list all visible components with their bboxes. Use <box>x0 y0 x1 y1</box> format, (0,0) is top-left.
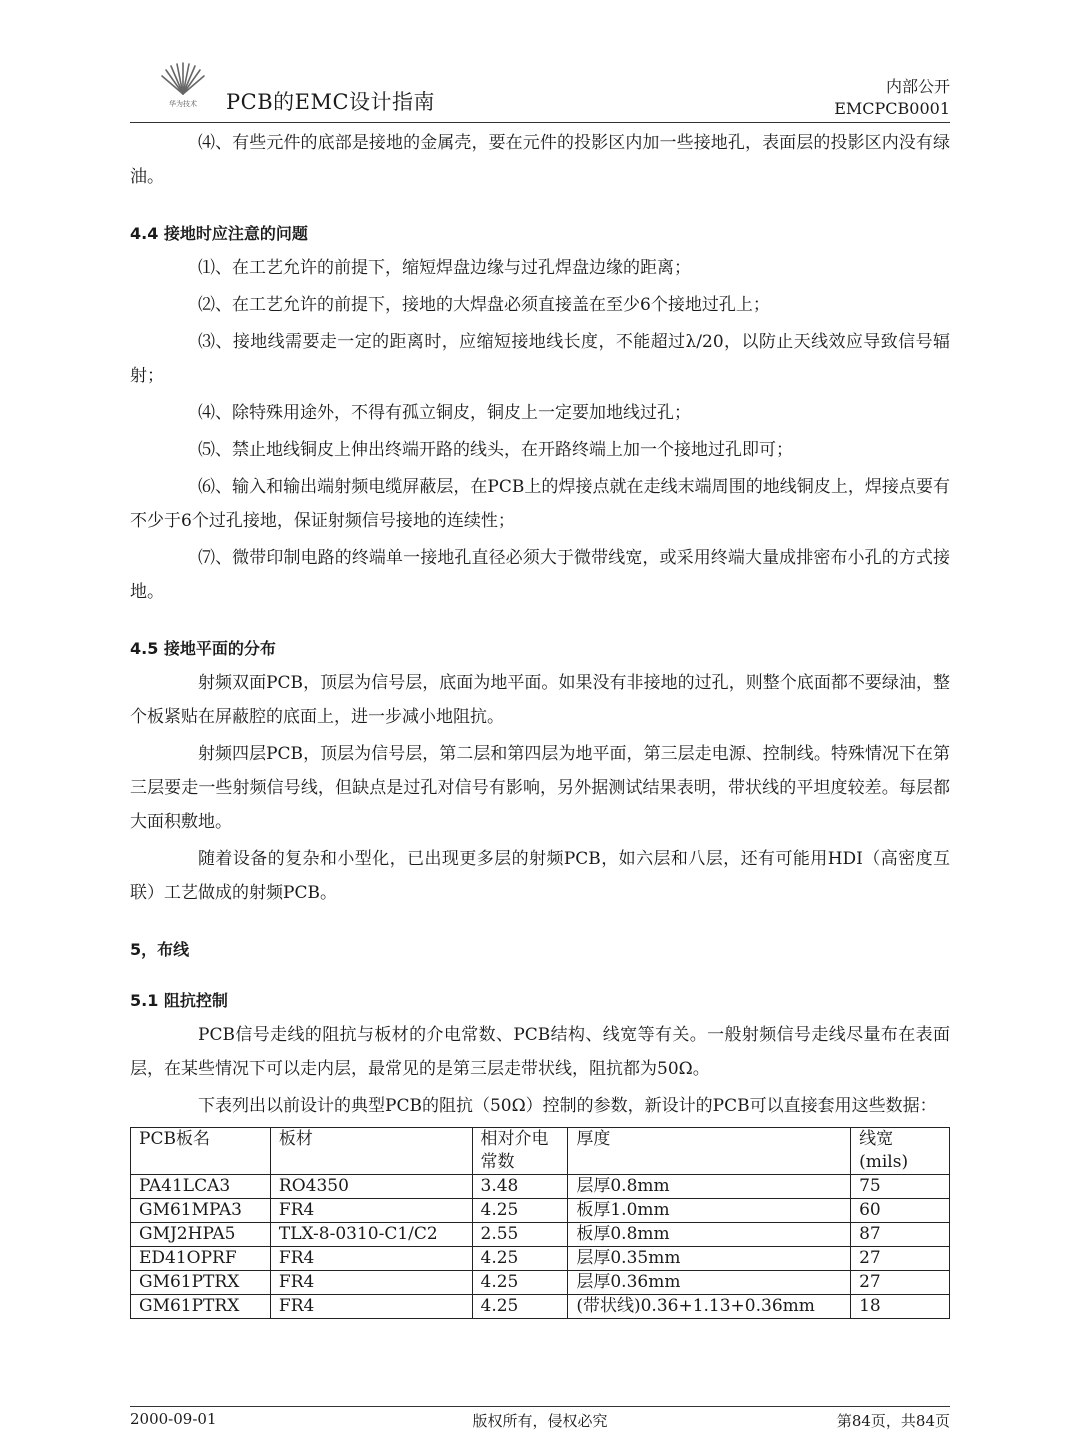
header-divider <box>130 122 950 123</box>
table-cell: TLX-8-0310-C1/C2 <box>270 1223 472 1247</box>
section-heading-4-5: 4.5 接地平面的分布 <box>130 639 276 658</box>
list-item: ⑷、有些元件的底部是接地的金属壳，要在元件的投影区内加一些接地孔，表面层的投影区内没有绿油。 <box>130 133 950 187</box>
table-cell: 60 <box>851 1199 950 1223</box>
list-item: ⑹、输入和输出端射频电缆屏蔽层，在PCB上的焊接点就在走线末端周围的地线铜皮上，焊接点要有不少于6个过孔接地，保证射频信号接地的连续性； <box>130 477 950 531</box>
table-cell: 3.48 <box>472 1175 568 1199</box>
section-heading-4-4: 4.4 接地时应注意的问题 <box>130 224 308 243</box>
table-cell: GM61PTRX <box>131 1271 271 1295</box>
table-cell: 板厚1.0mm <box>568 1199 851 1223</box>
table-row <box>131 1271 950 1295</box>
column-header: 板材 <box>270 1128 472 1175</box>
list-item: ⑷、除特殊用途外，不得有孤立铜皮，铜皮上一定要加地线过孔； <box>198 403 691 423</box>
table-cell: FR4 <box>270 1271 472 1295</box>
company-logo <box>154 62 212 108</box>
table-cell: 层厚0.35mm <box>568 1247 851 1271</box>
table-cell: RO4350 <box>270 1175 472 1199</box>
paragraph: 射频四层PCB，顶层为信号层，第二层和第四层为地平面，第三层走电源、控制线。特殊情况下在第三层要走一些射频信号线，但缺点是过孔对信号有影响，另外据测试结果表明，带状线的平坦度较差。每层都大面积敷地。 <box>130 744 950 832</box>
column-header: PCB板名 <box>131 1128 271 1175</box>
table-cell: 27 <box>851 1271 950 1295</box>
page-content <box>130 126 950 1319</box>
document-number: EMCPCB0001 <box>834 99 950 118</box>
table-cell: FR4 <box>270 1199 472 1223</box>
footer-date: 2000-09-01 <box>130 1410 217 1428</box>
section-heading-5: 5，布线 <box>130 940 190 959</box>
page-header <box>130 62 950 122</box>
classification-label: 内部公开 <box>885 77 950 96</box>
table-row <box>131 1199 950 1223</box>
table-cell: GMJ2HPA5 <box>131 1223 271 1247</box>
table-cell: GM61MPA3 <box>131 1199 271 1223</box>
table-cell: (带状线)0.36+1.13+0.36mm <box>568 1295 851 1319</box>
paragraph: 射频双面PCB，顶层为信号层，底面为地平面。如果没有非接地的过孔，则整个底面都不要绿油，整个板紧贴在屏蔽腔的底面上，进一步减小地阻抗。 <box>130 673 950 727</box>
column-header: 厚度 <box>568 1128 851 1175</box>
table-cell: GM61PTRX <box>131 1295 271 1319</box>
table-cell: 4.25 <box>472 1271 568 1295</box>
header-meta <box>834 76 950 120</box>
column-header: 线宽(mils) <box>851 1128 950 1175</box>
list-item: ⑺、微带印制电路的终端单一接地孔直径必须大于微带线宽，或采用终端大量成排密布小孔的方式接地。 <box>130 548 950 602</box>
column-header: 相对介电常数 <box>472 1128 568 1175</box>
table-cell: ED41OPRF <box>131 1247 271 1271</box>
table-cell: 板厚0.8mm <box>568 1223 851 1247</box>
table-cell: 4.25 <box>472 1295 568 1319</box>
document-title: PCB的EMC设计指南 <box>226 90 436 114</box>
footer-copyright: 版权所有，侵权必究 <box>472 1412 608 1430</box>
list-item: ⑵、在工艺允许的前提下，接地的大焊盘必须直接盖在至少6个接地过孔上； <box>198 295 770 315</box>
footer-divider <box>130 1406 950 1407</box>
page-footer <box>130 1410 950 1434</box>
table-row <box>131 1247 950 1271</box>
table-cell: FR4 <box>270 1295 472 1319</box>
table-cell: 87 <box>851 1223 950 1247</box>
table-cell: 4.25 <box>472 1247 568 1271</box>
list-item: ⑸、禁止地线铜皮上伸出终端开路的线头，在开路终端上加一个接地过孔即可； <box>198 440 793 460</box>
list-item: ⑶、接地线需要走一定的距离时，应缩短接地线长度，不能超过λ/20，以防止天线效应导致信号辐射； <box>130 332 950 386</box>
impedance-parameter-table <box>130 1127 950 1319</box>
paragraph: PCB信号走线的阻抗与板材的介电常数、PCB结构、线宽等有关。一般射频信号走线尽量布在表面层，在某些情况下可以走内层，最常见的是第三层走带状线，阻抗都为50Ω。 <box>130 1025 950 1079</box>
table-cell: PA41LCA3 <box>131 1175 271 1199</box>
svg-text:华为技术: 华为技术 <box>169 100 197 108</box>
table-cell: 18 <box>851 1295 950 1319</box>
table-cell: 27 <box>851 1247 950 1271</box>
table-row <box>131 1223 950 1247</box>
table-row <box>131 1175 950 1199</box>
footer-page-number: 第84页，共84页 <box>836 1412 950 1430</box>
table-cell: 层厚0.8mm <box>568 1175 851 1199</box>
table-cell: 层厚0.36mm <box>568 1271 851 1295</box>
huawei-logo-icon <box>154 62 212 108</box>
table-cell: FR4 <box>270 1247 472 1271</box>
paragraph: 随着设备的复杂和小型化，已出现更多层的射频PCB，如六层和八层，还有可能用HDI（高密度互联）工艺做成的射频PCB。 <box>130 849 950 903</box>
list-item: ⑴、在工艺允许的前提下，缩短焊盘边缘与过孔焊盘边缘的距离； <box>198 258 691 278</box>
table-cell: 75 <box>851 1175 950 1199</box>
paragraph: 下表列出以前设计的典型PCB的阻抗（50Ω）控制的参数，新设计的PCB可以直接套用这些数据： <box>198 1096 937 1116</box>
table-cell: 2.55 <box>472 1223 568 1247</box>
table-header-row <box>131 1128 950 1175</box>
table-row <box>131 1295 950 1319</box>
table-cell: 4.25 <box>472 1199 568 1223</box>
section-heading-5-1: 5.1 阻抗控制 <box>130 991 228 1010</box>
